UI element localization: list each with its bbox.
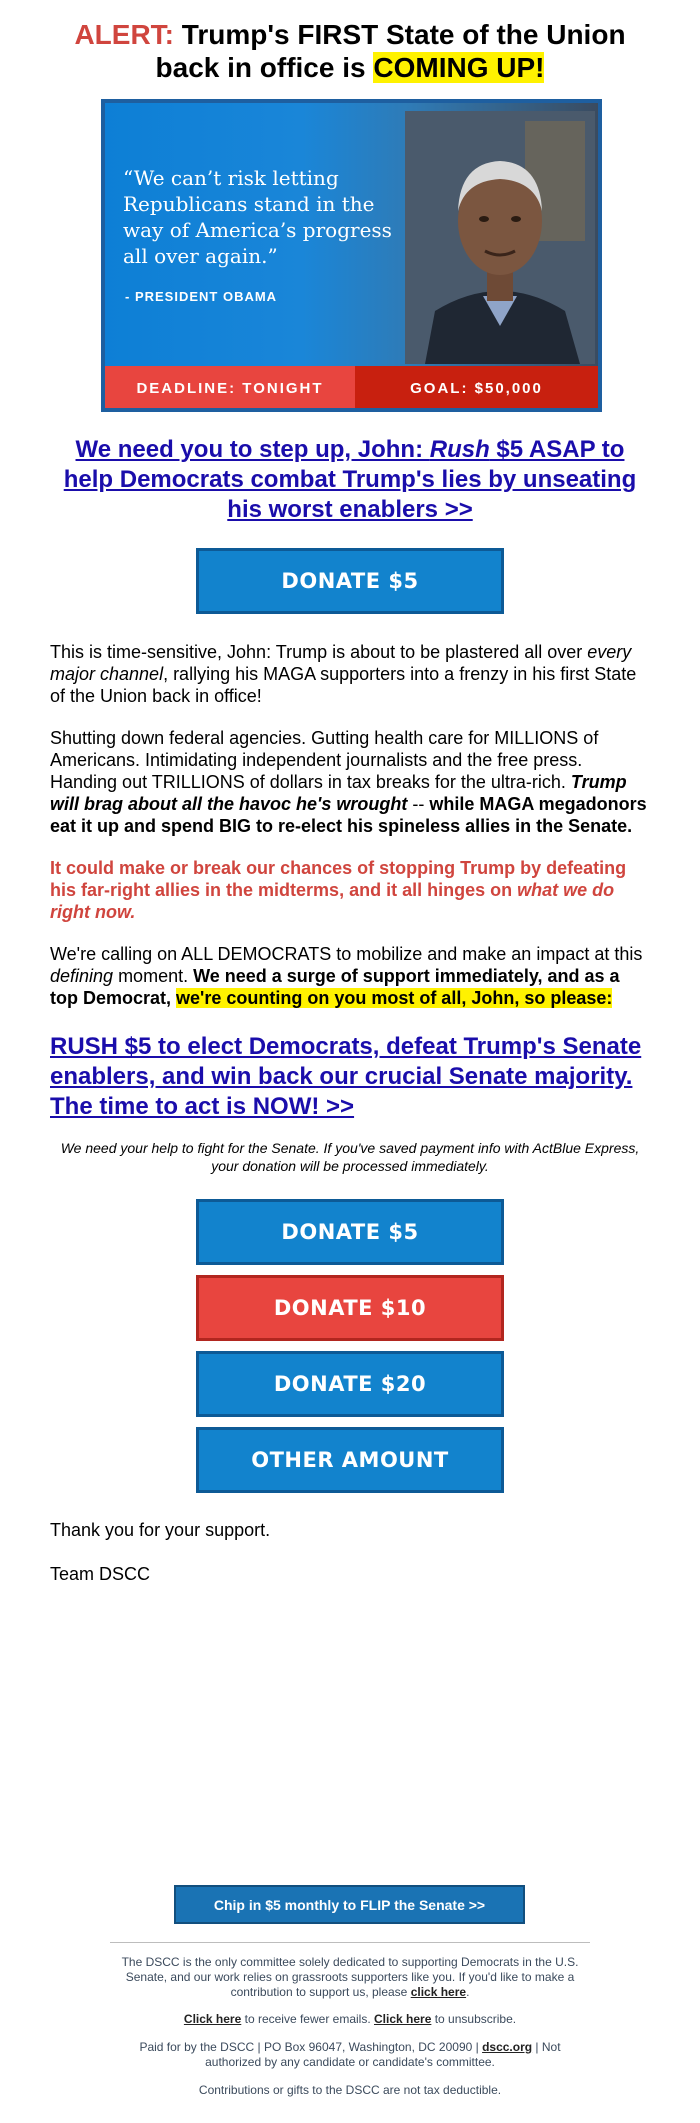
hero-quote: “We can’t risk letting Republicans stand in the way of America’s progress all over again.” [123, 166, 392, 268]
p1-text-b: , rallying his MAGA supporters into a frenzy in his first State of the Union back in office! [50, 664, 637, 706]
contribute-link[interactable]: click here [410, 1985, 467, 1999]
donate-20-button[interactable]: DONATE $20 [196, 1351, 504, 1417]
headline [40, 18, 660, 84]
paid-for-text: Paid for by the DSCC | PO Box 96047, Washington, DC 20090 | [139, 2040, 483, 2054]
footer-about [110, 1955, 590, 2000]
unsubscribe-text: to unsubscribe. [431, 2012, 517, 2026]
cta-top-part1: We need you to step up, John: [75, 436, 430, 463]
paragraph-shutting-down [50, 727, 650, 837]
cta-top-part2: $5 ASAP to help Democrats combat Trump's lies by unseating his worst enablers >> [63, 436, 637, 523]
p1-emph: every major channel [50, 642, 632, 684]
footer-divider [110, 1942, 590, 1943]
hero-banner[interactable] [101, 99, 602, 412]
p1-text-a: This is time-sensitive, John: Trump is about to be plastered all over [50, 642, 588, 662]
p4-bold: We need a surge of support immediately, and as a top Democrat, [50, 966, 620, 1008]
paragraph-calling-democrats [50, 943, 650, 1009]
paragraph-time-sensitive [50, 641, 650, 707]
dscc-site-link[interactable]: dscc.org [482, 2040, 533, 2054]
obama-portrait [405, 111, 595, 364]
p4-emph: defining [50, 966, 114, 986]
monthly-chip-in-button[interactable]: Chip in $5 monthly to FLIP the Senate >> [174, 1885, 525, 1924]
signature: Team DSCC [50, 1564, 151, 1584]
p3-emph: what we do right now. [50, 880, 615, 922]
p4-text-a: We're calling on ALL DEMOCRATS to mobilize and make an impact at this [50, 944, 643, 964]
other-amount-button[interactable]: OTHER AMOUNT [196, 1427, 504, 1493]
deadline-bar: DEADLINE: TONIGHT [105, 366, 355, 412]
donate-5-button[interactable]: DONATE $5 [196, 1199, 504, 1265]
thank-you-text: Thank you for your support. [50, 1520, 271, 1540]
goal-bar: GOAL: $50,000 [355, 366, 598, 412]
footer-about-end: . [466, 1985, 470, 1999]
p2-emph: Trump will brag about all the havoc he's wrought [50, 772, 627, 814]
cta-top-emph: Rush [429, 436, 490, 463]
hero-attribution: - PRESIDENT OBAMA [125, 289, 278, 304]
p2-bold: while MAGA megadonors eat it up and spend BIG to re-elect his spineless allies in the Senate. [50, 794, 647, 836]
cta-link-top[interactable] [55, 435, 645, 525]
p4-highlight: we're counting on you most of all, John, so please: [176, 988, 613, 1008]
paragraph-make-or-break [50, 857, 650, 923]
p3-text-a: It could make or break our chances of stopping Trump by defeating his far-right allies in the midterms, and it all hinges on [50, 858, 627, 900]
not-authorized-text: | Not authorized by any candidate or candidate's committee. [205, 2040, 561, 2069]
fewer-emails-link[interactable]: Click here [183, 2012, 242, 2026]
footer-paid-for [110, 2040, 590, 2070]
actblue-note: We need your help to fight for the Senate. If you've saved payment info with ActBlue Express, your donation will be processed immediately. [60, 1140, 640, 1174]
p4-text-b: moment. [113, 966, 194, 986]
alert-label: ALERT: [74, 19, 174, 50]
fewer-emails-text: to receive fewer emails. [241, 2012, 374, 2026]
footer-tax-note: Contributions or gifts to the DSCC are not tax deductible. [198, 2083, 502, 2097]
unsubscribe-link[interactable]: Click here [374, 2012, 432, 2026]
footer-about-text: The DSCC is the only committee solely dedicated to supporting Democrats in the U.S. Senate, and our work relies on grassroots supporters like you. If you'd like to make a contribution to support us, please [121, 1955, 579, 1999]
p2-text-a: Shutting down federal agencies. Gutting health care for MILLIONS of Americans. Intimidating independent journalists and the free press. Handing out TRILLIONS of dollars in tax breaks for the ultra-rich. [50, 728, 599, 792]
cta-link-mid[interactable]: RUSH $5 to elect Democrats, defeat Trump's Senate enablers, and win back our crucial Senate majority. The time to act is NOW! >> [50, 1033, 642, 1120]
donate-5-button-top[interactable]: DONATE $5 [196, 548, 504, 614]
headline-text: Trump's FIRST State of the Union back in office is [155, 19, 626, 83]
p2-dash: -- [407, 794, 430, 814]
donate-10-button[interactable]: DONATE $10 [196, 1275, 504, 1341]
headline-highlight: COMING UP! [373, 52, 545, 83]
footer-email-prefs [110, 2012, 590, 2027]
